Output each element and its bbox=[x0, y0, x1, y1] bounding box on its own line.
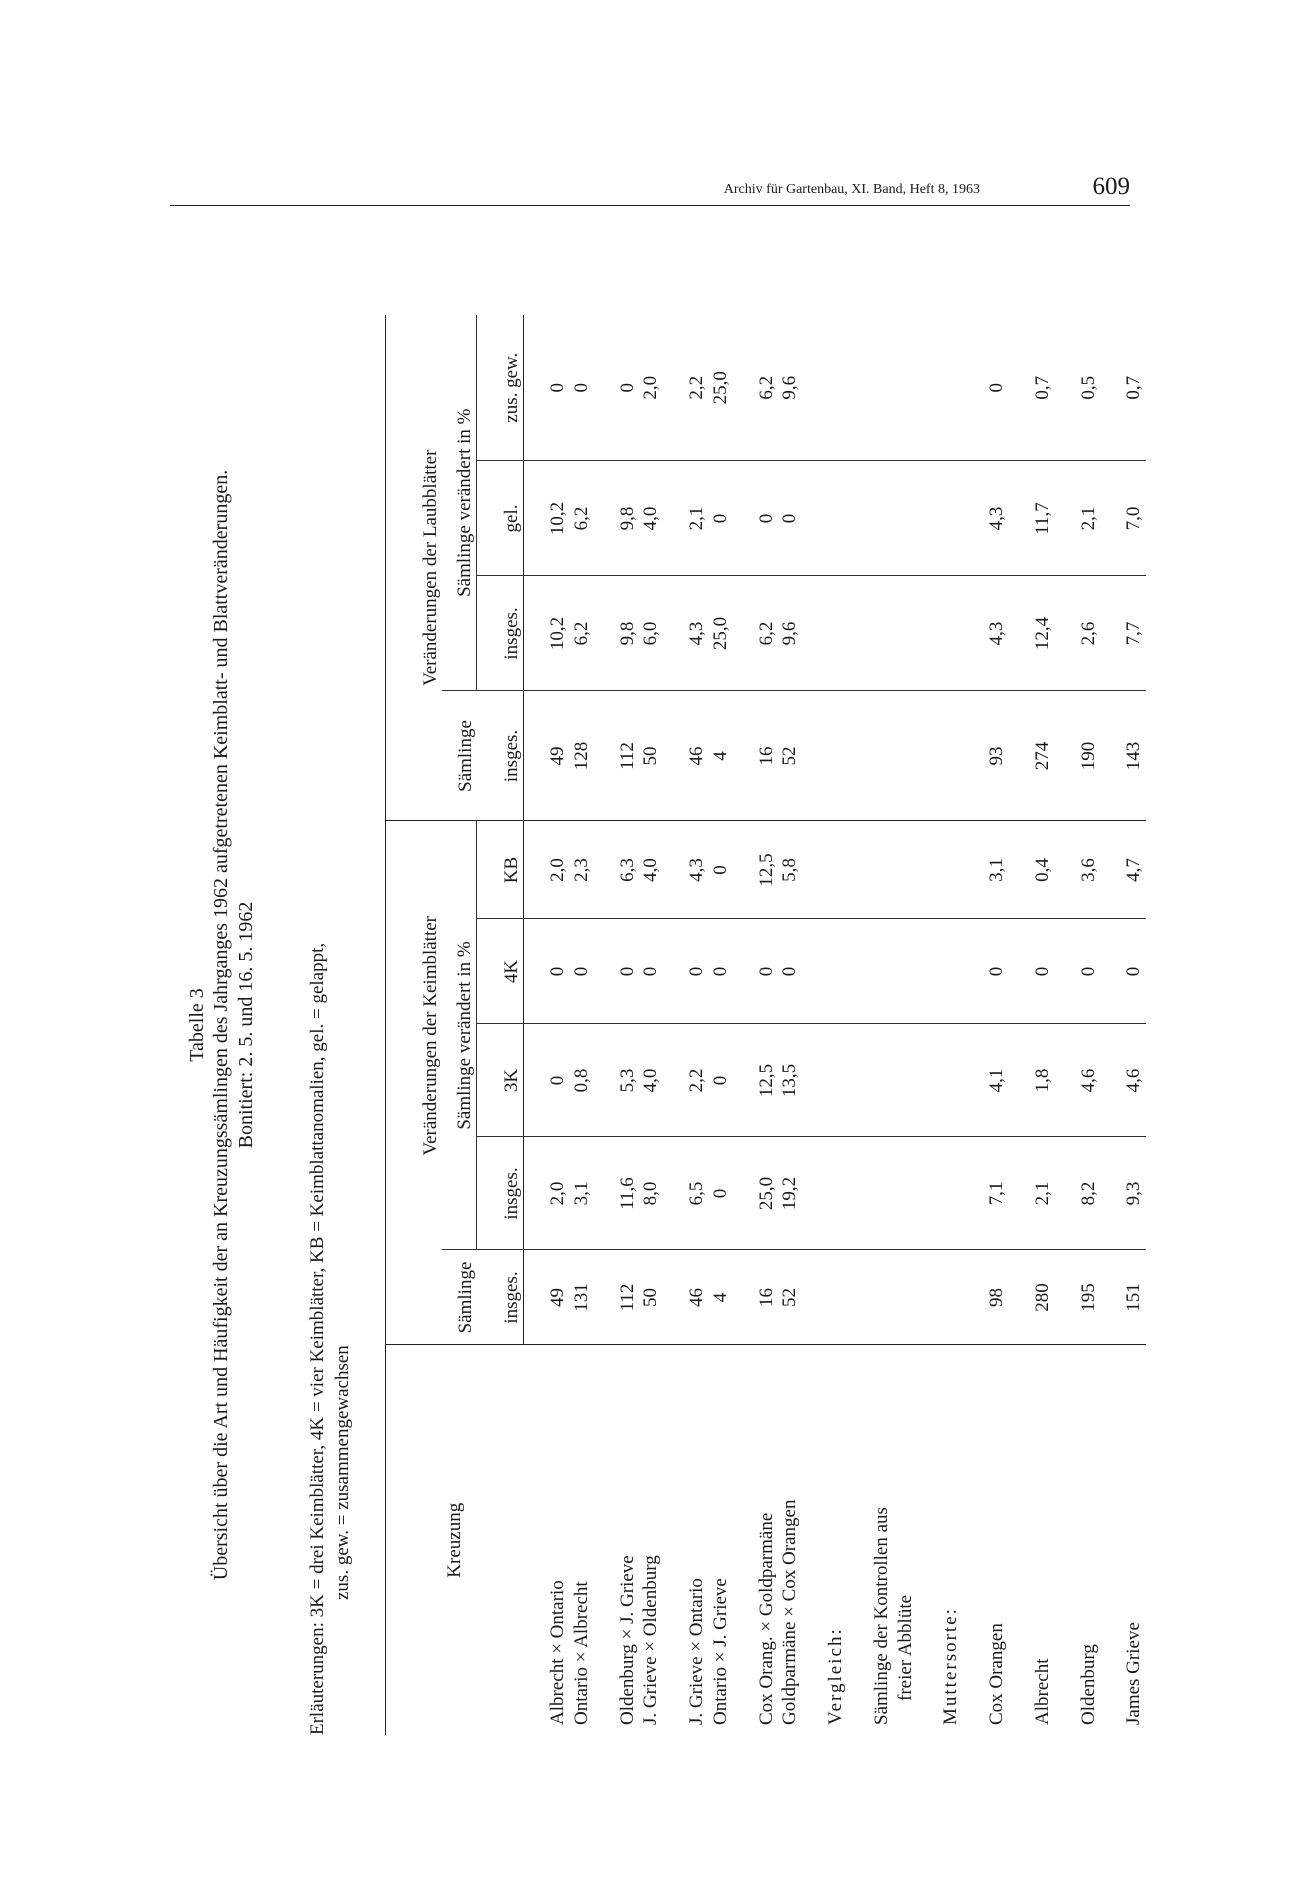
notes-line-1: Erläuterungen: 3K = drei Keimblätter, 4K = vier Keimblätter, KB = Keimblattanomalien, gel. = gelappt, bbox=[307, 942, 329, 1735]
table-cell: 0,7 bbox=[1031, 315, 1055, 461]
table-cell: 2,3 bbox=[570, 858, 592, 882]
table-cell: 0 bbox=[547, 966, 568, 977]
table-cell: 6,0 bbox=[640, 621, 662, 646]
table-cell: 9,8 bbox=[616, 621, 638, 646]
table-cell: 0 bbox=[570, 382, 592, 393]
table-cell: 0 bbox=[779, 966, 801, 977]
table-cell: 9,8 bbox=[616, 506, 638, 531]
table-row bbox=[1031, 315, 1055, 1735]
table-cell: 6,3 bbox=[616, 858, 638, 882]
col-header-saemlinge-keim: Sämlinge bbox=[442, 1250, 477, 1345]
table-cell: 6,2 bbox=[570, 621, 592, 646]
table-subtitle: Bonitiert: 2. 5. und 16. 5. 1962 bbox=[234, 901, 257, 1149]
table-cell: 6,2 bbox=[570, 506, 592, 531]
table-cell: 112 bbox=[616, 1283, 638, 1312]
table-cell: 0 bbox=[616, 382, 638, 393]
table-cell: Muttersorte: bbox=[940, 1607, 962, 1725]
running-head bbox=[170, 165, 1130, 206]
table-cell: 0 bbox=[709, 1188, 731, 1199]
table-cell: Ontario × J. Grieve bbox=[709, 1578, 731, 1725]
table-cell: 6,2 bbox=[755, 375, 777, 400]
table-cell: 7,1 bbox=[985, 1137, 1009, 1250]
table-cell: 151 bbox=[1122, 1250, 1146, 1345]
table-cell: 190 bbox=[1077, 691, 1101, 821]
table-cell: 0 bbox=[709, 865, 731, 875]
table-cell: Cox Orang. × Goldparmäne bbox=[755, 1512, 777, 1725]
table-cell: 12,5 bbox=[755, 853, 777, 887]
table-cell: 0 bbox=[709, 513, 731, 524]
table-cell: 46 bbox=[686, 746, 707, 766]
table-cell: 98 bbox=[985, 1250, 1009, 1345]
table-label: Tabelle 3 bbox=[186, 988, 208, 1062]
table-cell: 0 bbox=[1031, 919, 1055, 1024]
col-header-kreuzung: Kreuzung bbox=[386, 1345, 524, 1735]
table-cell: 0 bbox=[640, 966, 662, 977]
col-header-gel: gel. bbox=[477, 461, 524, 576]
table-cell: 46 bbox=[686, 1288, 707, 1307]
table-cell: 4,3 bbox=[985, 461, 1009, 576]
table-cell: 93 bbox=[985, 691, 1009, 821]
table-cell: 4,7 bbox=[1122, 821, 1146, 919]
table-cell: 2,0 bbox=[547, 1181, 568, 1206]
table-cell: 1,8 bbox=[1031, 1024, 1055, 1137]
group-header-laubblaetter: Veränderungen der Laubblätter bbox=[386, 315, 443, 821]
table-cell: 4,0 bbox=[640, 1068, 662, 1093]
table-cell: 143 bbox=[1122, 691, 1146, 821]
table-cell: 131 bbox=[570, 1283, 592, 1312]
table-cell: 280 bbox=[1031, 1250, 1055, 1345]
table-cell: 4,3 bbox=[686, 858, 707, 882]
subheader-keim-veraendert: Sämlinge verändert in % bbox=[442, 821, 477, 1250]
notes-line-2: zus. gew. = zusammengewachsen bbox=[331, 1345, 353, 1600]
col-header-saemlinge-laub: Sämlinge bbox=[442, 691, 477, 821]
table-cell: 50 bbox=[640, 746, 662, 766]
table-cell: 25,0 bbox=[709, 616, 731, 651]
table-cell: 11,6 bbox=[616, 1177, 638, 1210]
table-cell: 8,2 bbox=[1077, 1137, 1101, 1250]
table-title: Übersicht über die Art und Häufigkeit der an Kreuzungssämlingen des Jahrganges 1962 aufgetretenen Keimblatt- und Blattveränderungen. bbox=[210, 469, 233, 1581]
table-cell: 3,6 bbox=[1077, 821, 1101, 919]
table-cell: 49 bbox=[547, 746, 568, 766]
table-cell: Ontario × Albrecht bbox=[570, 1581, 592, 1725]
journal-citation: Archiv für Gartenbau, XI. Band, Heft 8, 1963 bbox=[723, 182, 980, 197]
table-cell: 2,1 bbox=[1031, 1137, 1055, 1250]
table-caption bbox=[185, 315, 258, 1735]
table-cell: 4,0 bbox=[640, 858, 662, 882]
table-cell: 0 bbox=[1122, 919, 1146, 1024]
table-cell: 8,0 bbox=[640, 1181, 662, 1206]
table-cell: 16 bbox=[755, 1288, 777, 1307]
table-cell: 195 bbox=[1077, 1250, 1101, 1345]
table-cell: Cox Orangen bbox=[986, 1623, 1007, 1725]
table-cell: 0,5 bbox=[1077, 315, 1101, 461]
table-cell: 3,1 bbox=[570, 1181, 592, 1206]
table-cell: 0 bbox=[686, 966, 707, 977]
table-cell: 2,0 bbox=[640, 375, 662, 400]
table-cell: 0 bbox=[985, 315, 1009, 461]
table-cell: 0 bbox=[755, 513, 777, 524]
col-header-insges: insges. bbox=[477, 691, 524, 821]
table-cell: 4,1 bbox=[985, 1024, 1009, 1137]
table-cell: 4 bbox=[709, 751, 731, 761]
table-cell: 0 bbox=[547, 1075, 568, 1086]
table-cell: 2,1 bbox=[1077, 461, 1101, 576]
table-cell: 0 bbox=[547, 382, 568, 393]
table-cell: 2,1 bbox=[686, 506, 707, 531]
table-cell: 4,6 bbox=[1077, 1024, 1101, 1137]
table-cell: 10,2 bbox=[547, 616, 568, 651]
table-cell: 7,7 bbox=[1122, 576, 1146, 691]
table-cell: 4,3 bbox=[985, 576, 1009, 691]
table-cell: Oldenburg bbox=[1077, 1644, 1099, 1725]
table-cell: Sämlinge der Kontrollen aus bbox=[870, 1507, 892, 1725]
table-cell: J. Grieve × Oldenburg bbox=[640, 1555, 662, 1725]
table-cell: Vergleich: bbox=[825, 1627, 846, 1725]
table-cell: 4,6 bbox=[1122, 1024, 1146, 1137]
table-cell: 13,5 bbox=[779, 1063, 801, 1098]
table-cell: freier Abblüte bbox=[894, 1594, 916, 1701]
col-header-3k: 3K bbox=[477, 1024, 524, 1137]
section-label-muttersorte bbox=[939, 315, 963, 1735]
table-cell: 0,4 bbox=[1031, 821, 1055, 919]
table-cell: 2,0 bbox=[547, 858, 568, 882]
table-cell: Goldparmäne × Cox Orangen bbox=[779, 1499, 801, 1725]
table-cell: 9,3 bbox=[1122, 1137, 1146, 1250]
col-header-insges: insges. bbox=[477, 1137, 524, 1250]
table-cell: 12,5 bbox=[755, 1063, 777, 1098]
table-cell: 128 bbox=[570, 741, 592, 771]
table-cell: 25,0 bbox=[709, 371, 731, 405]
table-cell: 0 bbox=[709, 1075, 731, 1086]
table-cell: 5,8 bbox=[779, 858, 801, 882]
section-label-vergleich bbox=[824, 315, 848, 1735]
table-cell: J. Grieve × Ontario bbox=[686, 1578, 707, 1725]
table-cell: 50 bbox=[640, 1288, 662, 1307]
row-label-kontrollen bbox=[870, 315, 918, 1735]
table-cell: 7,0 bbox=[1122, 461, 1146, 576]
rotated-table-block bbox=[185, 315, 1145, 1735]
table-row bbox=[985, 315, 1009, 1735]
table-cell: 4,0 bbox=[640, 506, 662, 531]
table-cell: 2,2 bbox=[686, 1068, 707, 1093]
table-cell: James Grieve bbox=[1123, 1622, 1145, 1725]
table-cell: 4,3 bbox=[686, 621, 707, 646]
col-header-insges: insges. bbox=[477, 1250, 524, 1345]
table-row bbox=[1077, 315, 1101, 1735]
page-number: 609 bbox=[1092, 173, 1130, 200]
table-cell: 0 bbox=[1077, 919, 1101, 1024]
table-cell: 25,0 bbox=[755, 1176, 777, 1211]
table-cell: Albrecht × Ontario bbox=[547, 1580, 568, 1725]
table-cell: 3,1 bbox=[985, 821, 1009, 919]
table-cell: 2,6 bbox=[1077, 576, 1101, 691]
table-row bbox=[755, 315, 803, 1735]
table-cell: 0 bbox=[616, 966, 638, 977]
table-cell: 0 bbox=[570, 966, 592, 977]
table-cell: 0 bbox=[755, 966, 777, 977]
col-header-kb: KB bbox=[477, 821, 524, 919]
data-table bbox=[385, 315, 1146, 1735]
legend-notes bbox=[306, 315, 355, 1735]
table-cell: 112 bbox=[616, 742, 638, 770]
table-cell: 52 bbox=[779, 1288, 801, 1307]
table-cell: 12,4 bbox=[1031, 576, 1055, 691]
table-cell: 9,6 bbox=[779, 621, 801, 646]
col-header-zus-gew: zus. gew. bbox=[477, 315, 524, 461]
table-cell: 6,2 bbox=[755, 621, 777, 646]
subheader-laub-veraendert: Sämlinge verändert in % bbox=[442, 315, 477, 691]
table-cell: 274 bbox=[1031, 691, 1055, 821]
table-cell: Oldenburg × J. Grieve bbox=[616, 1555, 638, 1725]
table-cell: 10,2 bbox=[547, 501, 568, 536]
table-cell: 6,5 bbox=[686, 1181, 707, 1206]
table-cell: 0,8 bbox=[570, 1068, 592, 1093]
group-header-keimblaetter: Veränderungen der Keimblätter bbox=[386, 821, 443, 1250]
table-cell: 11,7 bbox=[1031, 461, 1055, 576]
table-cell: 0 bbox=[985, 919, 1009, 1024]
table-cell: 0 bbox=[779, 513, 801, 524]
col-header-4k: 4K bbox=[477, 919, 524, 1024]
table-cell: 0,7 bbox=[1122, 315, 1146, 461]
col-header-insges: insges. bbox=[477, 576, 524, 691]
table-row bbox=[616, 315, 664, 1735]
table-row bbox=[685, 315, 733, 1735]
table-cell: 0 bbox=[709, 966, 731, 977]
table-row bbox=[546, 315, 594, 1735]
table-cell: 52 bbox=[779, 746, 801, 766]
table-cell: 2,2 bbox=[686, 375, 707, 400]
table-cell: 49 bbox=[547, 1288, 568, 1307]
table-cell: 5,3 bbox=[616, 1068, 638, 1093]
table-cell: Albrecht bbox=[1031, 1658, 1053, 1725]
table-cell: 19,2 bbox=[779, 1176, 801, 1211]
table-cell: 9,6 bbox=[779, 375, 801, 400]
table-cell: 4 bbox=[709, 1292, 731, 1303]
table-row bbox=[1122, 315, 1146, 1735]
table-cell: 16 bbox=[755, 746, 777, 766]
